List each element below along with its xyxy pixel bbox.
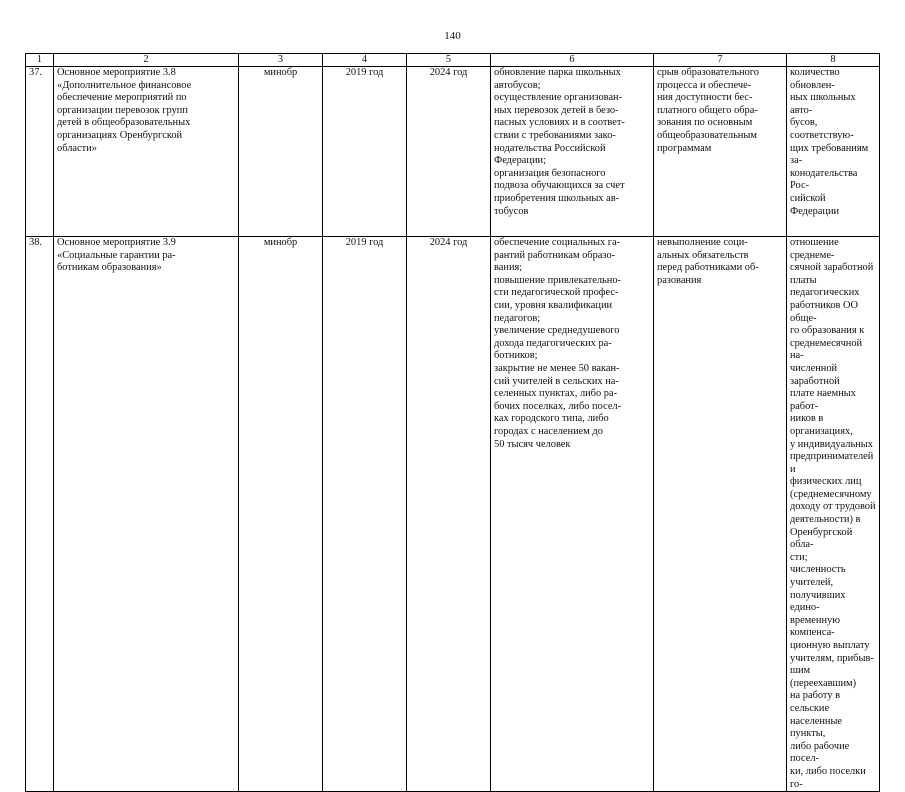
- column-header: 5: [407, 54, 491, 67]
- start-year: 2019 год: [323, 67, 407, 237]
- table-row: [26, 237, 880, 792]
- expected-results: обеспечение социальных га- рантий работникам образо- вания; повышение привлекательно- сти педагогической профес- сии, уровня квалификации педагогов; увеличение среднедушевого дохода педагогических ра- ботников; закрытие не менее 50 вакан- сий учителей в сельских на- селенных пунктах, либо ра- бочих поселках, либо посел- ках городского типа, либо городах с населением до 50 тысяч человек: [491, 237, 654, 792]
- executor: минобр: [239, 67, 323, 237]
- executor: минобр: [239, 237, 323, 792]
- row-number: 38.: [26, 237, 54, 792]
- column-number-row: [26, 54, 880, 67]
- column-header: 2: [54, 54, 239, 67]
- end-year: 2024 год: [407, 237, 491, 792]
- column-header: 1: [26, 54, 54, 67]
- end-year: 2024 год: [407, 67, 491, 237]
- column-header: 6: [491, 54, 654, 67]
- measures-table: [25, 53, 880, 792]
- column-header: 3: [239, 54, 323, 67]
- column-header: 7: [654, 54, 787, 67]
- related-indicators: количество обновлен- ных школьных авто- бусов, соответствую- щих требованиям за- конодательства Рос- сийской Федерации: [787, 67, 880, 237]
- table-row: [26, 67, 880, 237]
- column-header: 8: [787, 54, 880, 67]
- column-header: 4: [323, 54, 407, 67]
- measure-name: Основное мероприятие 3.8 «Дополнительное финансовое обеспечение мероприятий по организации перевозок групп детей в общеобразовательных организациях Оренбургской области»: [54, 67, 239, 237]
- row-number: 37.: [26, 67, 54, 237]
- related-indicators: отношение среднеме- сячной заработной платы педагогических работников ОО обще- го образования к среднемесячной на- численной заработной плате наемных работ- ников в организациях, у индивидуальных предпринимателей и физических лиц (среднемесячному доходу от трудовой деятельности) в Оренбургской обла- сти; численность учителей, получивших едино- временную компенса- ционную выплату учителям, прибыв- шим (переехавшим) на работу в сельские населенные пункты, либо рабочие посел- ки, либо поселки го-: [787, 237, 880, 792]
- measure-name: Основное мероприятие 3.9 «Социальные гарантии ра- ботникам образования»: [54, 237, 239, 792]
- expected-results: обновление парка школьных автобусов; осуществление организован- ных перевозок детей в безо- пасных условиях и в соответ- ствии с требованиями зако- нодательства Российской Федерации; организация безопасного подвоза обучающихся за счет приобретения школьных ав- тобусов: [491, 67, 654, 237]
- page-number: 140: [444, 30, 461, 42]
- non-implementation-consequences: невыполнение соци- альных обязательств перед работниками об- разования: [654, 237, 787, 792]
- start-year: 2019 год: [323, 237, 407, 792]
- non-implementation-consequences: срыв образовательного процесса и обеспече- ния доступности бес- платного общего обра- зования по основным общеобразовательным программам: [654, 67, 787, 237]
